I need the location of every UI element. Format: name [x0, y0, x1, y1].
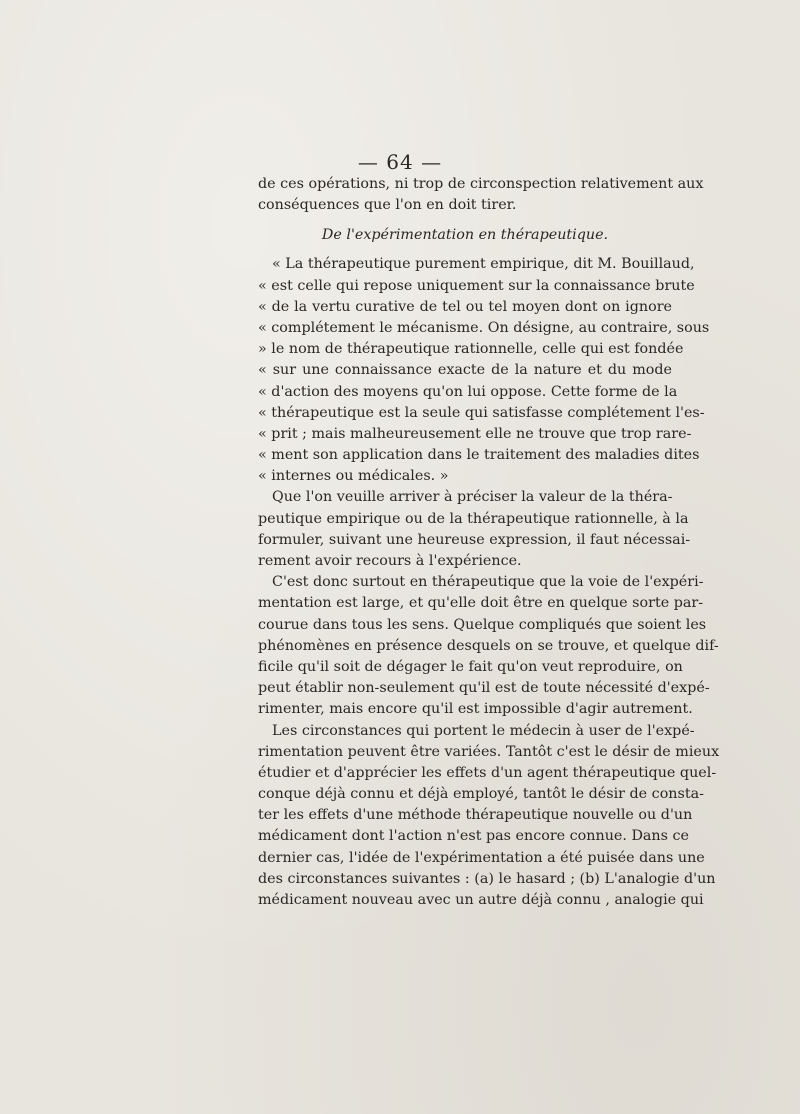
text-line: médicament dont l'action n'est pas encore connue. Dans ce	[258, 828, 689, 845]
paragraph	[258, 572, 719, 720]
quotation-paragraph	[258, 254, 710, 487]
text-line: conque déjà connu et déjà employé, tantôt le désir de consta-	[258, 786, 704, 803]
text-line: rement avoir recours à l'expérience.	[258, 553, 522, 569]
text-line: « d'action des moyens qu'on lui oppose. Cette forme de la	[258, 383, 678, 400]
text-line: médicament nouveau avec un autre déjà connu , analogie qui	[258, 892, 704, 908]
section-heading: De l'expérimentation en thérapeutique.	[321, 227, 609, 244]
text-line: rimenter, mais encore qu'il est impossible d'agir autrement.	[258, 701, 693, 718]
text-line: « est celle qui repose uniquement sur la connaissance brute	[258, 277, 695, 294]
text-line: C'est donc surtout en thérapeutique que la voie de l'expéri-	[272, 574, 704, 591]
text-line: formuler, suivant une heureuse expression, il faut nécessai-	[258, 531, 691, 548]
text-line: « La thérapeutique purement empirique, dit M. Bouillaud,	[272, 256, 695, 273]
text-line: mentation est large, et qu'elle doit être en quelque sorte par-	[258, 595, 704, 612]
paragraph	[258, 721, 720, 912]
text-line: Les circonstances qui portent le médecin à user de l'expé-	[272, 722, 695, 739]
text-line: Que l'on veuille arriver à préciser la valeur de la théra-	[272, 489, 673, 506]
text-line: « ment son application dans le traitement des maladies dites	[258, 447, 700, 464]
page-number: — 64 —	[357, 150, 443, 174]
text-line: ter les effets d'une méthode thérapeutique nouvelle ou d'un	[258, 807, 693, 824]
text-line: peutique empirique ou de la thérapeutique rationnelle, à la	[258, 510, 689, 527]
text-line: de ces opérations, ni trop de circonspection relativement aux	[258, 176, 704, 192]
text-line: étudier et d'apprécier les effets d'un agent thérapeutique quel-	[258, 764, 717, 781]
text-line: phénomènes en présence desquels on se trouve, et quelque dif-	[258, 637, 719, 654]
text-line: « internes ou médicales. »	[258, 468, 449, 485]
paragraph-continuation	[258, 174, 704, 216]
text-line: dernier cas, l'idée de l'expérimentation a été puisée dans une	[258, 849, 705, 866]
text-line: rimentation peuvent être variées. Tantôt c'est le désir de mieux	[258, 743, 720, 760]
text-line: peut établir non-seulement qu'il est de toute nécessité d'expé-	[258, 680, 710, 697]
text-line: « complétement le mécanisme. On désigne, au contraire, sous	[258, 319, 710, 336]
text-block	[258, 174, 720, 911]
text-line: « de la vertu curative de tel ou tel moyen dont on ignore	[258, 298, 672, 315]
text-line: ficile qu'il soit de dégager le fait qu'on veut reproduire, on	[258, 658, 683, 675]
text-line: « thérapeutique est la seule qui satisfasse complétement l'es-	[258, 404, 705, 421]
text-line: « prit ; mais malheureusement elle ne trouve que trop rare-	[258, 425, 692, 442]
text-line: conséquences que l'on en doit tirer.	[258, 197, 517, 214]
text-line: » le nom de thérapeutique rationnelle, celle qui est fondée	[258, 341, 684, 358]
text-line: courue dans tous les sens. Quelque compliqués que soient les	[258, 616, 707, 633]
text-line: « sur une connaissance exacte de la nature et du mode	[258, 362, 672, 379]
paragraph	[258, 487, 691, 572]
text-line: des circonstances suivantes : (a) le hasard ; (b) L'analogie d'un	[258, 870, 716, 887]
